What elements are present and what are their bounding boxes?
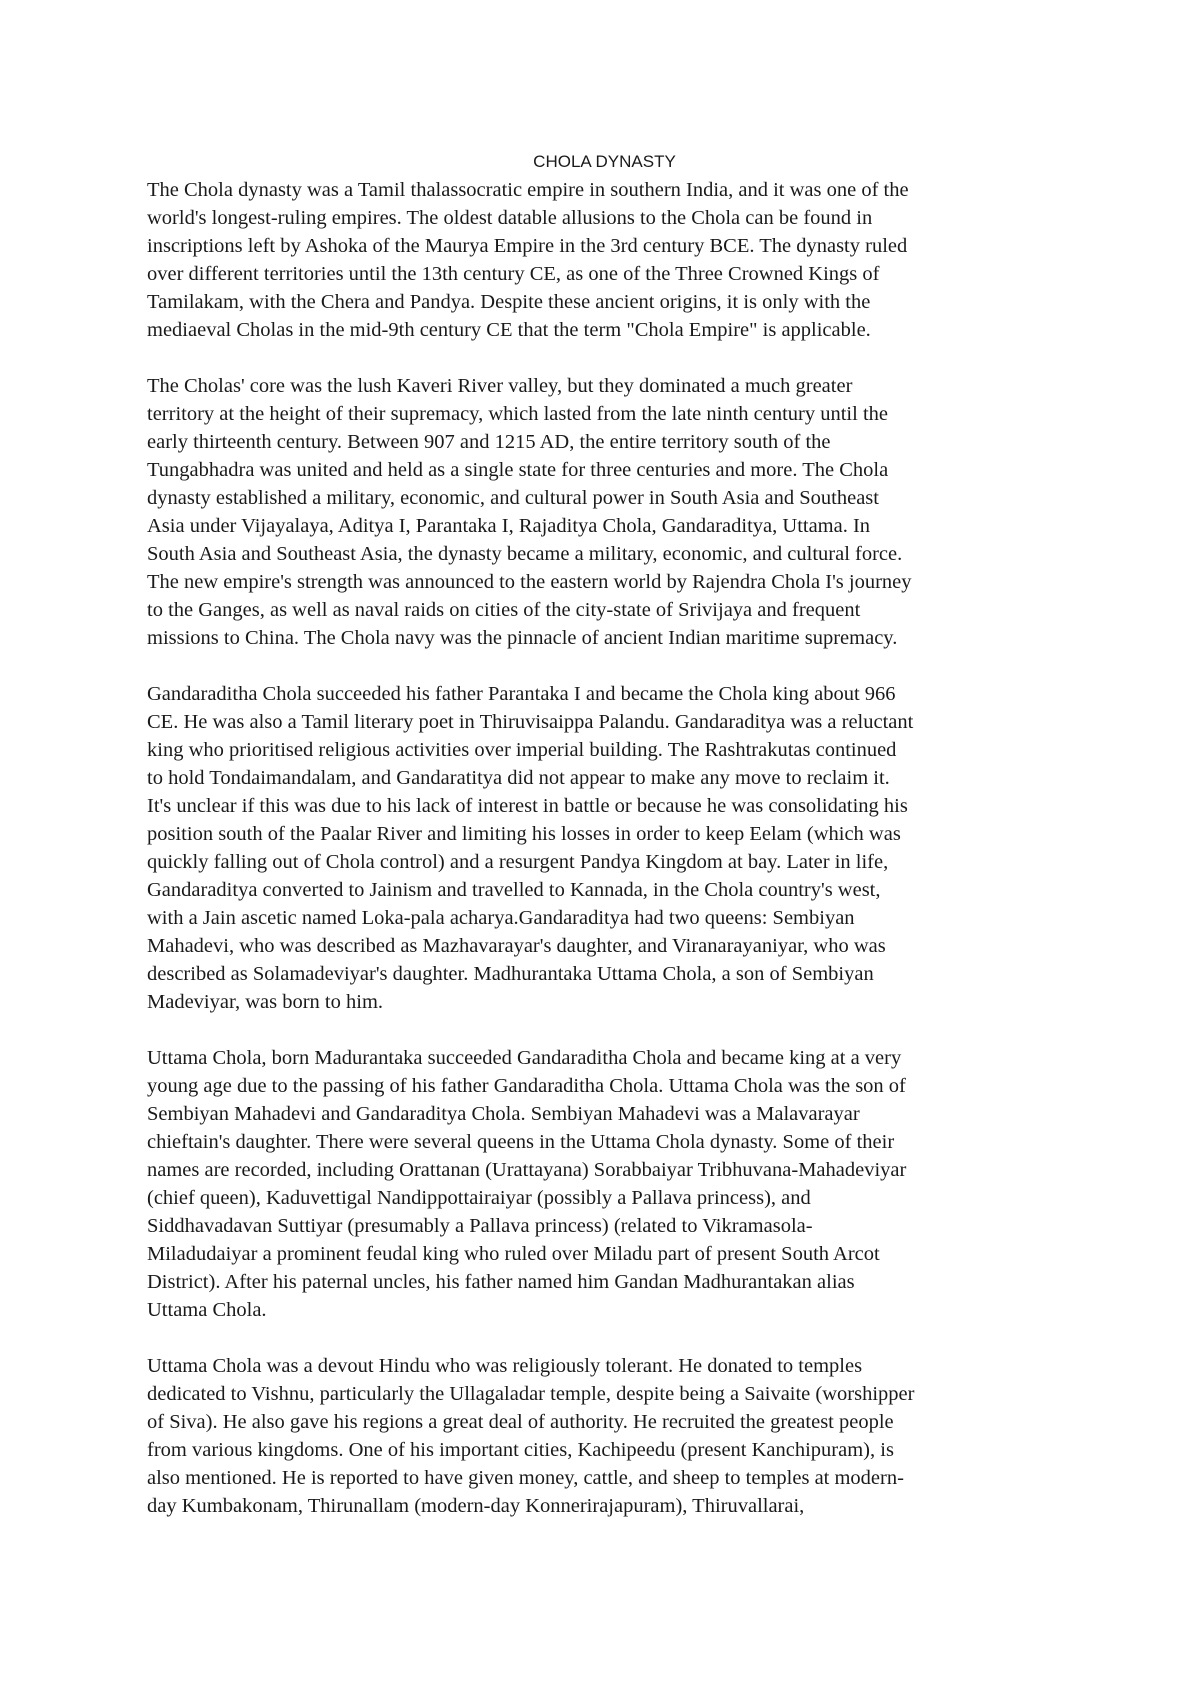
paragraph-line: District). After his paternal uncles, his father named him Gandan Madhurantakan alias (147, 1271, 855, 1293)
paragraph-line: with a Jain ascetic named Loka-pala acharya.Gandaraditya had two queens: Sembiyan (147, 907, 855, 929)
paragraph-line: Sembiyan Mahadevi and Gandaraditya Chola. Sembiyan Mahadevi was a Malavarayar (147, 1103, 860, 1125)
paragraph-line: Uttama Chola was a devout Hindu who was religiously tolerant. He donated to temples (147, 1355, 863, 1377)
paragraph-line: Asia under Vijayalaya, Aditya I, Parantaka I, Rajaditya Chola, Gandaraditya, Uttama. In (147, 515, 871, 537)
paragraph-line: missions to China. The Chola navy was the pinnacle of ancient Indian maritime supremacy. (147, 627, 898, 649)
paragraph-line: Tungabhadra was united and held as a single state for three centuries and more. The Chola (147, 459, 889, 481)
paragraph (147, 372, 1062, 652)
paragraph-line: from various kingdoms. One of his important cities, Kachipeedu (present Kanchipuram), is (147, 1439, 894, 1461)
paragraph-line: Mahadevi, who was described as Mazhavarayar's daughter, and Viranarayaniyar, who was (147, 935, 886, 957)
paragraph-line: Miladudaiyar a prominent feudal king who ruled over Miladu part of present South Arcot (147, 1243, 880, 1265)
paragraph-line: dedicated to Vishnu, particularly the Ullagaladar temple, despite being a Saivaite (worshipper (147, 1383, 915, 1405)
paragraph-line: It's unclear if this was due to his lack of interest in battle or because he was consolidating his (147, 795, 908, 817)
paragraph-line: (chief queen), Kaduvettigal Nandippottairaiyar (possibly a Pallava princess), and (147, 1187, 811, 1209)
paragraph-line: The Chola dynasty was a Tamil thalassocratic empire in southern India, and it was one of the (147, 179, 909, 201)
paragraph-line: The new empire's strength was announced to the eastern world by Rajendra Chola I's journey (147, 571, 912, 593)
paragraph-line: position south of the Paalar River and limiting his losses in order to keep Eelam (which was (147, 823, 901, 845)
paragraph-line: The Cholas' core was the lush Kaveri River valley, but they dominated a much greater (147, 375, 853, 397)
paragraph-line: Gandaraditya converted to Jainism and travelled to Kannada, in the Chola country's west, (147, 879, 881, 901)
paragraph-line: territory at the height of their supremacy, which lasted from the late ninth century until the (147, 403, 888, 425)
paragraph (147, 176, 1062, 344)
paragraph-line: quickly falling out of Chola control) and a resurgent Pandya Kingdom at bay. Later in life, (147, 851, 889, 873)
paragraph-line: world's longest-ruling empires. The oldest datable allusions to the Chola can be found in (147, 207, 873, 229)
paragraph-line: chieftain's daughter. There were several queens in the Uttama Chola dynasty. Some of their (147, 1131, 895, 1153)
document-body (147, 148, 1062, 1548)
paragraph-line: Madeviyar, was born to him. (147, 991, 384, 1013)
paragraph-line: also mentioned. He is reported to have given money, cattle, and sheep to temples at modern- (147, 1467, 904, 1489)
paragraph-line: early thirteenth century. Between 907 and 1215 AD, the entire territory south of the (147, 431, 831, 453)
paragraph-line: mediaeval Cholas in the mid-9th century CE that the term "Chola Empire" is applicable. (147, 319, 871, 341)
paragraph-line: names are recorded, including Orattanan (Urattayana) Sorabbaiyar Tribhuvana-Mahadeviyar (147, 1159, 907, 1181)
paragraph-line: over different territories until the 13th century CE, as one of the Three Crowned Kings of (147, 263, 880, 285)
paragraph-line: to the Ganges, as well as naval raids on cities of the city-state of Srivijaya and frequent (147, 599, 861, 621)
paragraph-line: to hold Tondaimandalam, and Gandaratitya did not appear to make any move to reclaim it. (147, 767, 890, 789)
paragraph-line: Uttama Chola, born Madurantaka succeeded Gandaraditha Chola and became king at a very (147, 1047, 902, 1069)
paragraph-list (147, 176, 1062, 1520)
paragraph-line: Gandaraditha Chola succeeded his father Parantaka I and became the Chola king about 966 (147, 683, 896, 705)
paragraph (147, 680, 1062, 1016)
paragraph-line: CE. He was also a Tamil literary poet in Thiruvisaippa Palandu. Gandaraditya was a reluctant (147, 711, 914, 733)
paragraph-line: Tamilakam, with the Chera and Pandya. Despite these ancient origins, it is only with the (147, 291, 871, 313)
paragraph-line: Siddhavadavan Suttiyar (presumably a Pallava princess) (related to Vikramasola- (147, 1215, 813, 1237)
paragraph-line: of Siva). He also gave his regions a great deal of authority. He recruited the greatest people (147, 1411, 894, 1433)
paragraph-line: inscriptions left by Ashoka of the Maurya Empire in the 3rd century BCE. The dynasty ruled (147, 235, 908, 257)
paragraph-line: South Asia and Southeast Asia, the dynasty became a military, economic, and cultural force. (147, 543, 903, 565)
paragraph (147, 1044, 1062, 1324)
paragraph (147, 1352, 1062, 1520)
paragraph-line: dynasty established a military, economic, and cultural power in South Asia and Southeast (147, 487, 879, 509)
paragraph-line: young age due to the passing of his father Gandaraditha Chola. Uttama Chola was the son of (147, 1075, 906, 1097)
paragraph-line: day Kumbakonam, Thirunallam (modern-day Konnerirajapuram), Thiruvallarai, (147, 1495, 805, 1517)
paragraph-line: described as Solamadeviyar's daughter. Madhurantaka Uttama Chola, a son of Sembiyan (147, 963, 874, 985)
paragraph-line: king who prioritised religious activities over imperial building. The Rashtrakutas continued (147, 739, 897, 761)
paragraph-line: Uttama Chola. (147, 1299, 267, 1321)
document-title: CHOLA DYNASTY (533, 152, 676, 171)
